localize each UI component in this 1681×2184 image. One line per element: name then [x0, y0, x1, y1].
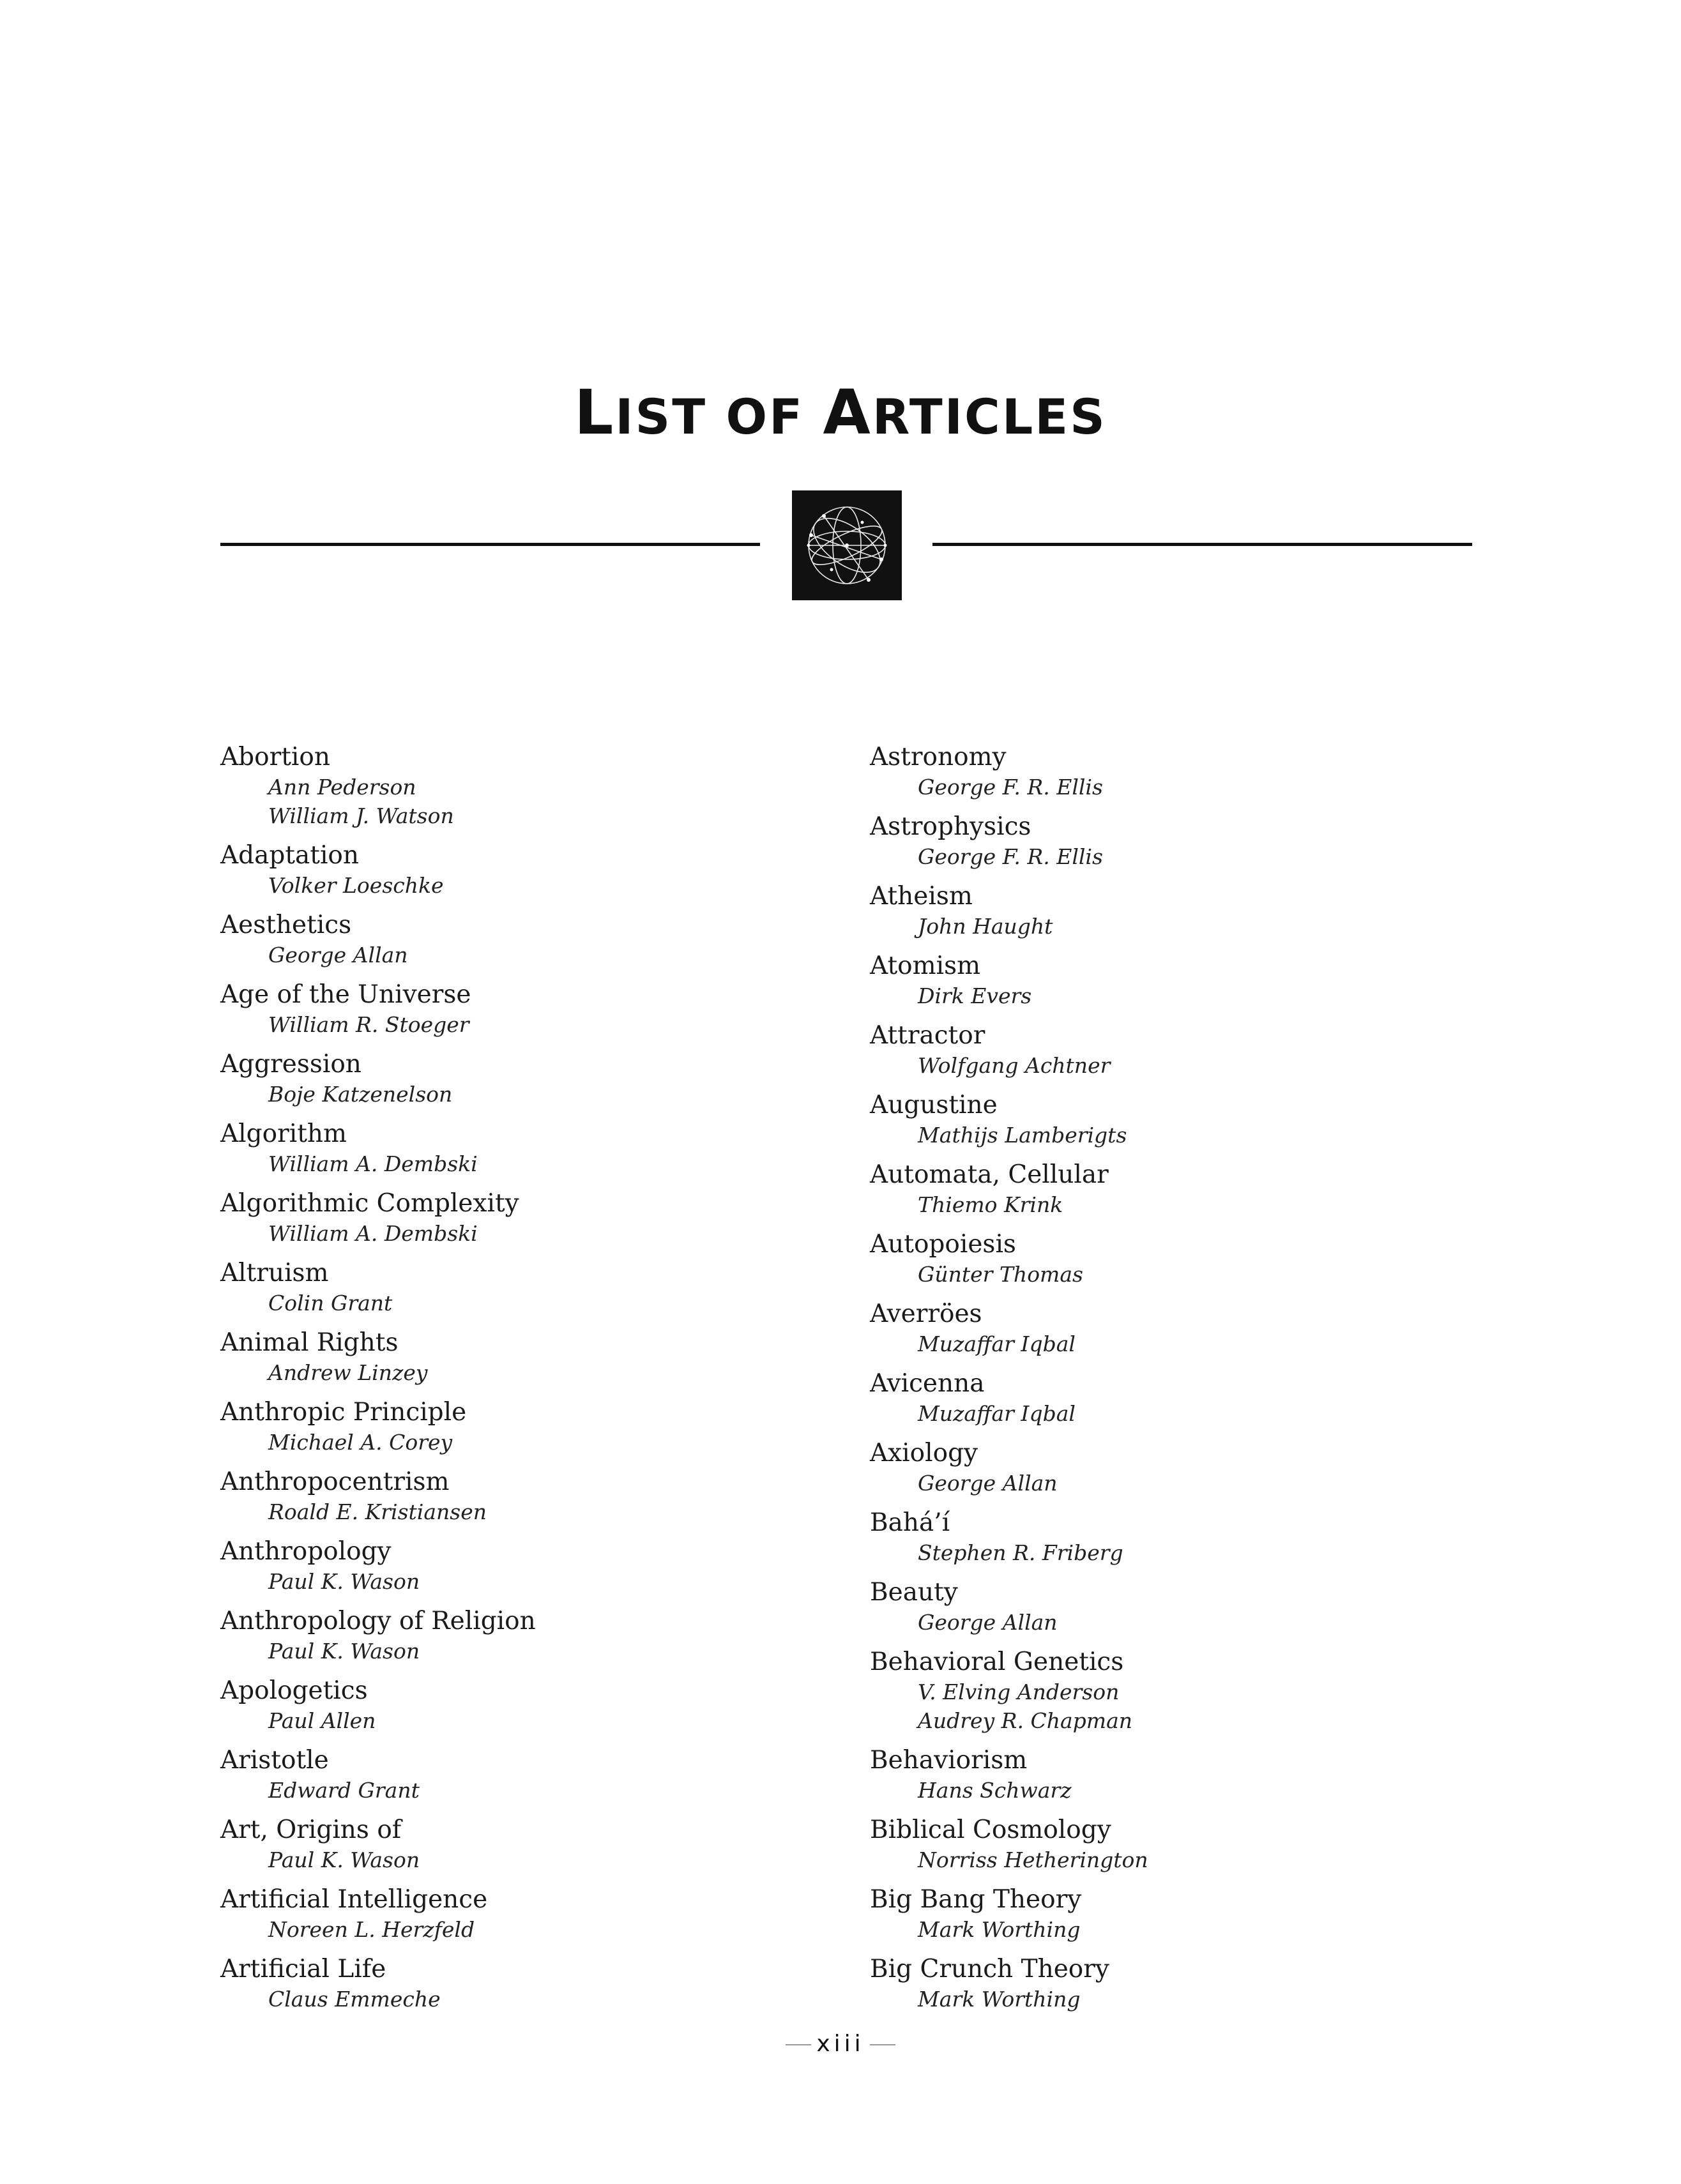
article-entry — [870, 1299, 1445, 1358]
article-title: Astronomy — [870, 743, 1007, 771]
article-entry — [870, 1884, 1445, 1944]
article-entry — [220, 1467, 795, 1526]
article-author: Audrey R. Chapman — [918, 1708, 1132, 1733]
page-number: xiii — [0, 2031, 1681, 2057]
article-title: Automata, Cellular — [870, 1160, 1109, 1189]
article-entry — [220, 1954, 795, 2013]
article-author: George Allan — [918, 1471, 1058, 1496]
article-title: Artificial Life — [220, 1955, 386, 1983]
article-author: Mark Worthing — [918, 1987, 1081, 2012]
article-title: Art, Origins of — [220, 1816, 402, 1844]
article-author: William R. Stoeger — [268, 1012, 469, 1037]
article-author: Paul K. Wason — [268, 1847, 420, 1872]
article-entry — [220, 1815, 795, 1874]
article-author: George F. R. Ellis — [918, 844, 1103, 869]
article-title: Algorithmic Complexity — [220, 1189, 519, 1218]
article-author: William J. Watson — [268, 803, 454, 828]
folio-dash-left — [786, 2044, 811, 2045]
article-title: Anthropocentrism — [220, 1467, 450, 1496]
article-entry — [220, 1049, 795, 1109]
article-title: Anthropology of Religion — [220, 1607, 536, 1635]
article-title: Avicenna — [870, 1369, 985, 1398]
article-entry — [870, 1160, 1445, 1219]
article-title: Aristotle — [220, 1746, 329, 1775]
article-title: Beauty — [870, 1578, 958, 1607]
article-author: Mathijs Lamberigts — [918, 1123, 1127, 1148]
article-author: Claus Emmeche — [268, 1987, 441, 2012]
article-entry — [220, 1258, 795, 1317]
article-title: Anthropic Principle — [220, 1398, 467, 1427]
article-entry — [870, 1577, 1445, 1637]
article-author: Ann Pederson — [268, 775, 416, 800]
article-title: Averröes — [870, 1300, 982, 1328]
article-title: Aggression — [220, 1050, 361, 1079]
article-author: Michael A. Corey — [268, 1430, 453, 1455]
article-author: Wolfgang Achtner — [918, 1053, 1111, 1078]
article-author: Paul K. Wason — [268, 1569, 420, 1594]
article-entry — [870, 1090, 1445, 1149]
article-author: Hans Schwarz — [918, 1778, 1072, 1803]
article-entry — [870, 1020, 1445, 1080]
article-author: Mark Worthing — [918, 1917, 1081, 1942]
article-title: Age of the Universe — [220, 980, 471, 1009]
article-author: Stephen R. Friberg — [918, 1540, 1123, 1565]
folio-dash-right — [870, 2044, 895, 2045]
article-author: Muzaffar Iqbal — [918, 1401, 1076, 1426]
article-author: Thiemo Krink — [918, 1192, 1063, 1217]
article-list-right-column — [870, 742, 1445, 2024]
article-entry — [870, 1954, 1445, 2013]
article-author: Edward Grant — [268, 1778, 420, 1803]
article-entry — [220, 1884, 795, 1944]
article-author: George Allan — [918, 1610, 1058, 1635]
article-title: Atheism — [870, 882, 973, 911]
article-author: Roald E. Kristiansen — [268, 1499, 487, 1524]
article-author: William A. Dembski — [268, 1151, 478, 1176]
article-entry — [220, 1188, 795, 1248]
article-author: George Allan — [268, 943, 408, 967]
article-entry — [220, 1676, 795, 1735]
article-title: Autopoiesis — [870, 1230, 1016, 1259]
article-author: V. Elving Anderson — [918, 1680, 1120, 1704]
article-author: Andrew Linzey — [268, 1360, 428, 1385]
article-entry — [870, 742, 1445, 801]
article-entry — [220, 980, 795, 1039]
article-author: John Haught — [918, 914, 1053, 939]
article-title: Big Crunch Theory — [870, 1955, 1109, 1983]
article-entry — [220, 742, 795, 830]
article-title: Big Bang Theory — [870, 1885, 1082, 1914]
article-entry — [870, 1438, 1445, 1498]
article-author: William A. Dembski — [268, 1221, 478, 1246]
article-author: Muzaffar Iqbal — [918, 1331, 1076, 1356]
left-divider-rule — [220, 543, 760, 546]
article-entry — [870, 1369, 1445, 1428]
article-entry — [870, 1745, 1445, 1805]
article-entry — [220, 910, 795, 969]
article-entry — [220, 1536, 795, 1596]
article-title: Abortion — [220, 743, 330, 771]
article-author: Günter Thomas — [918, 1262, 1083, 1287]
article-author: Colin Grant — [268, 1291, 393, 1316]
article-entry — [870, 951, 1445, 1010]
article-list-left-column — [220, 742, 795, 2024]
article-author: Paul K. Wason — [268, 1639, 420, 1664]
article-author: Boje Katzenelson — [268, 1082, 453, 1107]
article-title: Behavioral Genetics — [870, 1648, 1124, 1676]
article-entry — [220, 1119, 795, 1178]
article-entry — [870, 1508, 1445, 1567]
article-entry — [220, 1745, 795, 1805]
article-title: Atomism — [870, 952, 981, 980]
article-title: Biblical Cosmology — [870, 1816, 1111, 1844]
article-title: Altruism — [220, 1259, 329, 1287]
article-title: Augustine — [870, 1091, 998, 1119]
article-title: Behaviorism — [870, 1746, 1028, 1775]
article-entry — [870, 1647, 1445, 1735]
article-entry — [220, 1397, 795, 1457]
article-entry — [870, 881, 1445, 941]
armillary-sphere-emblem-icon — [792, 490, 902, 600]
article-author: George F. R. Ellis — [918, 775, 1103, 800]
article-entry — [220, 1606, 795, 1665]
article-title: Axiology — [870, 1439, 978, 1467]
article-title: Aesthetics — [220, 911, 352, 939]
article-title: Apologetics — [220, 1676, 368, 1705]
article-author: Paul Allen — [268, 1708, 376, 1733]
article-title: Algorithm — [220, 1119, 347, 1148]
article-title: Anthropology — [220, 1537, 392, 1566]
article-author: Noreen L. Herzfeld — [268, 1917, 475, 1942]
article-author: Dirk Evers — [918, 983, 1032, 1008]
article-title: Adaptation — [220, 841, 360, 870]
article-entry — [870, 1815, 1445, 1874]
article-entry — [220, 840, 795, 900]
article-title: Artificial Intelligence — [220, 1885, 488, 1914]
right-divider-rule — [932, 543, 1472, 546]
article-title: Animal Rights — [220, 1328, 399, 1357]
article-title: Astrophysics — [870, 812, 1031, 841]
article-entry — [870, 1229, 1445, 1289]
article-entry — [220, 1328, 795, 1387]
article-author: Norriss Hetherington — [918, 1847, 1148, 1872]
article-author: Volker Loeschke — [268, 873, 444, 898]
article-title: Attractor — [870, 1021, 985, 1050]
page-title: LIST OF ARTICLES — [574, 377, 1107, 448]
article-entry — [870, 812, 1445, 871]
article-title: Bahá’í — [870, 1508, 950, 1537]
